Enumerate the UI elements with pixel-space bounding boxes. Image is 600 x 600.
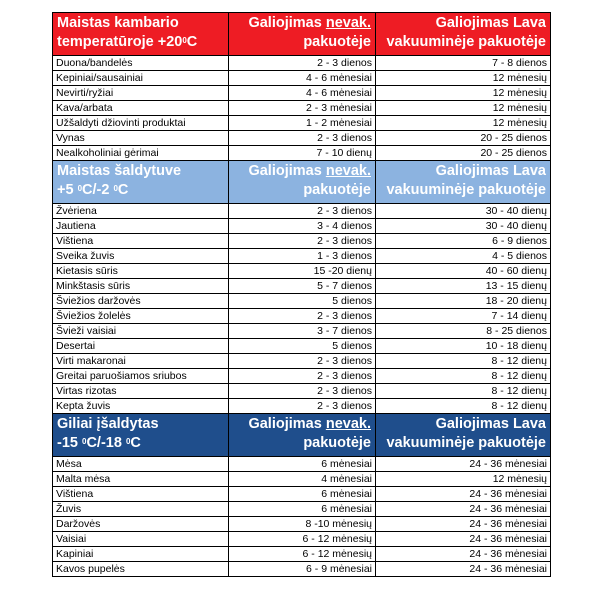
section-deep-frozen [53, 414, 551, 457]
nonvacuum-duration-cell: 6 - 12 mėnesių [229, 547, 376, 562]
nonvacuum-duration-cell: 3 - 7 dienos [229, 324, 376, 339]
degree-sup: 0 [77, 184, 83, 193]
title-unit: C [117, 182, 129, 198]
vacuum-duration-cell: 8 - 12 dienų [376, 384, 551, 399]
nonvacuum-duration-cell: 7 - 10 dienų [229, 146, 376, 161]
table-row [53, 502, 551, 517]
vacuum-duration-cell: 12 mėnesių [376, 101, 551, 116]
food-name-cell: Daržovės [53, 517, 229, 532]
nonvacuum-duration-cell: 6 - 12 mėnesių [229, 532, 376, 547]
vacuum-duration-cell: 20 - 25 dienos [376, 146, 551, 161]
nonvacuum-duration-cell: 5 - 7 dienos [229, 279, 376, 294]
header-vacuum-line-1: Galiojimas Lava [435, 416, 546, 432]
section-header [53, 161, 551, 204]
food-name-cell: Vištiena [53, 234, 229, 249]
header-vacuum-line-2: vakuuminėje pakuotėje [386, 435, 546, 451]
table-row [53, 249, 551, 264]
table-row [53, 547, 551, 562]
food-name-cell: Jautiena [53, 219, 229, 234]
title-line-1: Maistas kambario [57, 15, 179, 31]
table-row [53, 101, 551, 116]
section-title [53, 13, 229, 56]
vacuum-duration-cell: 8 - 25 dienos [376, 324, 551, 339]
vacuum-duration-cell: 8 - 12 dienų [376, 399, 551, 414]
food-name-cell: Nealkoholiniai gėrimai [53, 146, 229, 161]
header-nonvacuum-underlined: nevak. [325, 416, 371, 432]
table-row [53, 264, 551, 279]
header-nonvacuum-pre: Galiojimas [248, 163, 326, 179]
section-header [53, 13, 551, 56]
section-rows [53, 457, 551, 577]
title-unit: C [130, 435, 141, 451]
food-name-cell: Vynas [53, 131, 229, 146]
vacuum-duration-cell: 24 - 36 mėnesiai [376, 562, 551, 577]
nonvacuum-duration-cell: 2 - 3 dienos [229, 354, 376, 369]
vacuum-duration-cell: 24 - 36 mėnesiai [376, 532, 551, 547]
nonvacuum-duration-cell: 4 - 6 mėnesiai [229, 86, 376, 101]
vacuum-duration-cell: 20 - 25 dienos [376, 131, 551, 146]
header-nonvacuum-underlined: nevak. [325, 163, 371, 179]
nonvacuum-duration-cell: 6 - 9 mėnesiai [229, 562, 376, 577]
vacuum-duration-cell: 24 - 36 mėnesiai [376, 517, 551, 532]
table-row [53, 487, 551, 502]
nonvacuum-duration-cell: 5 dienos [229, 294, 376, 309]
nonvacuum-duration-cell: 5 dienos [229, 339, 376, 354]
table-row [53, 562, 551, 577]
food-name-cell: Minkštasis sūris [53, 279, 229, 294]
nonvacuum-duration-cell: 15 -20 dienų [229, 264, 376, 279]
table-row [53, 56, 551, 71]
vacuum-duration-cell: 24 - 36 mėnesiai [376, 487, 551, 502]
nonvacuum-duration-cell: 8 -10 mėnesių [229, 517, 376, 532]
title-line-1: Maistas šaldytuve [57, 163, 182, 179]
title-line-2: temperatūroje +20 [57, 34, 183, 50]
nonvacuum-duration-cell: 6 mėnesiai [229, 457, 376, 472]
nonvacuum-duration-cell: 1 - 2 mėnesiai [229, 116, 376, 131]
food-name-cell: Kavos pupelės [53, 562, 229, 577]
nonvacuum-duration-cell: 1 - 3 dienos [229, 249, 376, 264]
vacuum-duration-cell: 40 - 60 dienų [376, 264, 551, 279]
header-vacuum-line-1: Galiojimas Lava [435, 163, 546, 179]
food-name-cell: Šviežios daržovės [53, 294, 229, 309]
header-vacuum-line-2: vakuuminėje pakuotėje [386, 182, 546, 198]
table-row [53, 472, 551, 487]
header-vacuum [376, 13, 551, 56]
table-row [53, 384, 551, 399]
nonvacuum-duration-cell: 2 - 3 dienos [229, 131, 376, 146]
food-name-cell: Desertai [53, 339, 229, 354]
vacuum-duration-cell: 24 - 36 mėnesiai [376, 457, 551, 472]
nonvacuum-duration-cell: 4 mėnesiai [229, 472, 376, 487]
food-name-cell: Virti makaronai [53, 354, 229, 369]
table-row [53, 369, 551, 384]
header-nonvacuum [229, 414, 376, 457]
nonvacuum-duration-cell: 2 - 3 mėnesiai [229, 101, 376, 116]
food-name-cell: Kepta žuvis [53, 399, 229, 414]
degree-sup: 0 [125, 437, 131, 446]
header-nonvacuum-line-2: pakuotėje [303, 182, 371, 198]
table-row [53, 324, 551, 339]
section-rows [53, 204, 551, 414]
nonvacuum-duration-cell: 3 - 4 dienos [229, 219, 376, 234]
vacuum-duration-cell: 24 - 36 mėnesiai [376, 502, 551, 517]
title-mid: C/-18 [86, 435, 126, 451]
header-nonvacuum-line-2: pakuotėje [303, 435, 371, 451]
table-row [53, 219, 551, 234]
nonvacuum-duration-cell: 6 mėnesiai [229, 487, 376, 502]
section-room-temperature [53, 13, 551, 56]
table-row [53, 517, 551, 532]
table-row [53, 339, 551, 354]
table-row [53, 146, 551, 161]
table-row [53, 532, 551, 547]
header-vacuum-line-1: Galiojimas Lava [435, 15, 546, 31]
food-name-cell: Mėsa [53, 457, 229, 472]
vacuum-duration-cell: 4 - 5 dienos [376, 249, 551, 264]
table-row [53, 279, 551, 294]
table-row [53, 354, 551, 369]
vacuum-duration-cell: 7 - 8 dienos [376, 56, 551, 71]
nonvacuum-duration-cell: 2 - 3 dienos [229, 204, 376, 219]
table-row [53, 131, 551, 146]
food-name-cell: Vištiena [53, 487, 229, 502]
header-vacuum [376, 414, 551, 457]
food-name-cell: Nevirti/ryžiai [53, 86, 229, 101]
vacuum-duration-cell: 8 - 12 dienų [376, 369, 551, 384]
food-name-cell: Kietasis sūris [53, 264, 229, 279]
table-row [53, 86, 551, 101]
vacuum-duration-cell: 12 mėnesių [376, 116, 551, 131]
header-vacuum-line-2: vakuuminėje pakuotėje [386, 34, 546, 50]
degree-sup: 0 [113, 184, 118, 193]
food-name-cell: Kapiniai [53, 547, 229, 562]
vacuum-duration-cell: 12 mėnesių [376, 472, 551, 487]
title-line-2: +5 [57, 182, 78, 198]
section-header [53, 414, 551, 457]
food-name-cell: Duona/bandelės [53, 56, 229, 71]
header-nonvacuum-underlined: nevak. [325, 15, 371, 31]
title-line-2: -15 [57, 435, 82, 451]
table-row [53, 234, 551, 249]
vacuum-duration-cell: 7 - 14 dienų [376, 309, 551, 324]
nonvacuum-duration-cell: 4 - 6 mėnesiai [229, 71, 376, 86]
section-rows [53, 56, 551, 161]
vacuum-duration-cell: 24 - 36 mėnesiai [376, 547, 551, 562]
nonvacuum-duration-cell: 2 - 3 dienos [229, 234, 376, 249]
section-title [53, 161, 229, 204]
storage-table [52, 12, 550, 577]
table-row [53, 309, 551, 324]
vacuum-duration-cell: 12 mėnesių [376, 86, 551, 101]
nonvacuum-duration-cell: 2 - 3 dienos [229, 399, 376, 414]
table-row [53, 204, 551, 219]
vacuum-duration-cell: 30 - 40 dienų [376, 204, 551, 219]
vacuum-duration-cell: 6 - 9 dienos [376, 234, 551, 249]
header-nonvacuum [229, 161, 376, 204]
degree-sup: 0 [82, 437, 87, 446]
nonvacuum-duration-cell: 2 - 3 dienos [229, 56, 376, 71]
nonvacuum-duration-cell: 2 - 3 dienos [229, 369, 376, 384]
shelf-life-table [52, 12, 551, 577]
vacuum-duration-cell: 12 mėnesių [376, 71, 551, 86]
degree-sup: 0 [182, 36, 187, 45]
food-name-cell: Sveika žuvis [53, 249, 229, 264]
title-unit: C [186, 34, 198, 50]
food-name-cell: Malta mėsa [53, 472, 229, 487]
nonvacuum-duration-cell: 2 - 3 dienos [229, 309, 376, 324]
food-name-cell: Kepiniai/sausainiai [53, 71, 229, 86]
food-name-cell: Kava/arbata [53, 101, 229, 116]
table-row [53, 399, 551, 414]
section-refrigerator [53, 161, 551, 204]
nonvacuum-duration-cell: 6 mėnesiai [229, 502, 376, 517]
table-row [53, 457, 551, 472]
header-vacuum [376, 161, 551, 204]
vacuum-duration-cell: 10 - 18 dienų [376, 339, 551, 354]
food-name-cell: Švieži vaisiai [53, 324, 229, 339]
header-nonvacuum [229, 13, 376, 56]
vacuum-duration-cell: 18 - 20 dienų [376, 294, 551, 309]
header-nonvacuum-pre: Galiojimas [248, 15, 326, 31]
vacuum-duration-cell: 30 - 40 dienų [376, 219, 551, 234]
food-name-cell: Žvėriena [53, 204, 229, 219]
header-nonvacuum-line-2: pakuotėje [303, 34, 371, 50]
food-name-cell: Užšaldyti džiovinti produktai [53, 116, 229, 131]
vacuum-duration-cell: 8 - 12 dienų [376, 354, 551, 369]
header-nonvacuum-pre: Galiojimas [248, 416, 326, 432]
section-title [53, 414, 229, 457]
table-row [53, 71, 551, 86]
food-name-cell: Virtas rizotas [53, 384, 229, 399]
title-mid: C/-2 [82, 182, 114, 198]
title-line-1: Giliai įšaldytas [57, 416, 159, 432]
table-row [53, 294, 551, 309]
food-name-cell: Šviežios žolelės [53, 309, 229, 324]
food-name-cell: Vaisiai [53, 532, 229, 547]
vacuum-duration-cell: 13 - 15 dienų [376, 279, 551, 294]
nonvacuum-duration-cell: 2 - 3 dienos [229, 384, 376, 399]
food-name-cell: Greitai paruošiamos sriubos [53, 369, 229, 384]
table-row [53, 116, 551, 131]
food-name-cell: Žuvis [53, 502, 229, 517]
